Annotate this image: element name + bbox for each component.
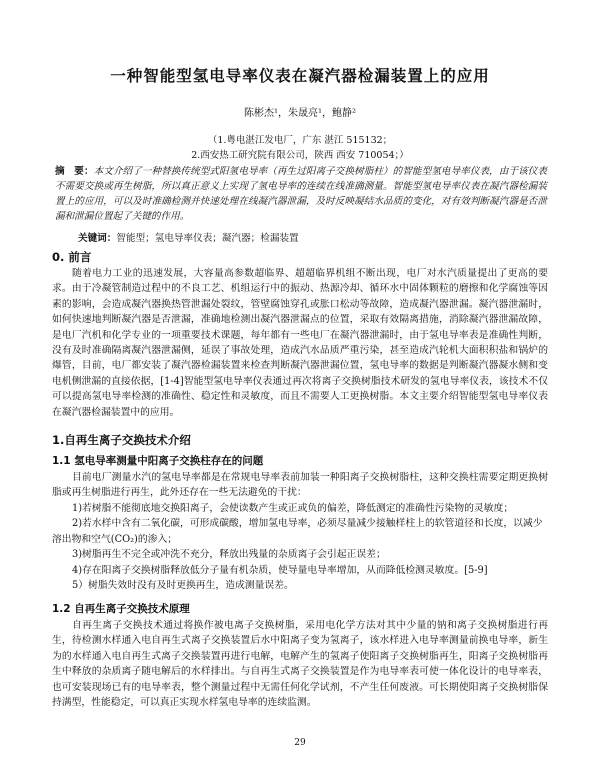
section-heading-preface: 0. 前言 <box>52 250 92 264</box>
abstract-text: 本文介绍了一种替换传统型式阳氢电导率（再生过阳离子交换树脂柱）的智能型氢电导率仪表，由于该仪表不需要交换或再生树脂，所以真正意义上实现了氢电导率的连续在线准确测量。智能型氢电导率仪表在凝汽器检漏装置上的应用，可以及时准确检测并快速处理在线凝汽器泄漏，及时反映凝结水品质的变化，对有效判断凝汽器是否泄漏和泄漏位置起了关键的作用。 <box>55 166 547 222</box>
list-item: 3)树脂再生不完全或冲洗不充分，释放出残量的杂质离子会引起正误差； <box>72 549 386 561</box>
section-heading-1: 1.自再生离子交换技术介绍 <box>52 433 191 447</box>
keywords-text: 智能型；氢电导率仪表；凝汽器；检漏装置 <box>116 233 299 244</box>
list-item: 2)若水样中含有二氧化碳，可形成碳酸，增加氢电导率，必须尽量减少接触样柱上的软管道径和长度，以减少溶出物和空气(CO₂)的渗入； <box>52 518 543 545</box>
section-1-2-body: 自再生离子交换技术通过将换作被电离子交换树脂，采用电化学方法对其中少量的钠和离子交换树脂进行再生，待检测水样通入电自再生式离子交换装置后水中阳离子变为氢离子，该水样进入电导率测量前换电导率，新生为的水样通入电自再生式离子交换装置再进行电解，电解产生的氢离子使阳离子交换树脂再生，阳离子交换树脂再生中释放的杂质离子随电解后的水样排出。与自再生式离子交换装置是作为电导率表可使一体化设计的电导率表，也可安装现场已有的电导率表，整个测量过程中无需任何化学试剂，不产生任何废液。可长期使阳离子交换树脂保持满型，性能稳定，可以真正实现水样氢电导率的连续监测。 <box>52 620 548 709</box>
author-list: 陈彬杰¹，朱晟亮¹，鲍静² <box>243 108 357 119</box>
abstract <box>55 164 547 224</box>
page-number: 29 <box>294 738 306 748</box>
paper-title: 一种智能型氢电导率仪表在凝汽器检漏装置上的应用 <box>110 67 490 85</box>
section-heading-1-1: 1.1 氢电导率测量中阳离子交换柱存在的问题 <box>52 455 264 467</box>
affiliation-2: 2.西安热工研究院有限公司，陕西 西安 710054；） <box>191 150 409 161</box>
section-heading-1-2: 1.2 自再生离子交换技术原理 <box>52 603 190 615</box>
list-item: 4)存在阳离子交换树脂释放低分子量有机杂质，使导量电导率增加，从而降低检测灵敏度。[5-9] <box>72 564 488 576</box>
abstract-label: 摘 要： <box>55 166 94 177</box>
affiliation-1: （1.粤电湛江发电厂，广东 湛江 515132； <box>207 135 393 146</box>
list-item: 5）树脂失效时没有及时更换再生，造成测量误差。 <box>72 580 294 592</box>
keywords-label: 关键词： <box>78 233 117 244</box>
section-preface-body: 随着电力工业的迅速发展，大容量高参数超临界、超超临界机组不断出现，电厂对水汽质量提出了更高的要求。由于冷凝管制造过程中的不良工艺、机组运行中的振动、热源冷却、循环水中固体颗粒的磨擦和化学腐蚀等因素的影响，会造成凝汽器换热管泄漏处裂纹，管壁腐蚀穿孔或胀口松动等故障，造成凝汽器泄漏。凝汽器泄漏时，如何快速地判断凝汽器是否泄漏，准确地检测出凝汽器泄漏点的位置，采取有效隔离措施，消除凝汽器泄漏故障，是电厂汽机和化学专业的一项重要技术课题，每年都有一些电厂在凝汽器泄漏时，由于氢电导率表是准确性判断，没有及时准确隔离凝汽器泄漏侧，延误了事故处理，造成汽水品质严重污染，甚至造成汽轮机大面积积盐和锅炉的爆管，目前，电厂都安装了凝汽器检漏装置来检查判断凝汽器泄漏位置，氢电导率的数据是判断凝汽器凝水侧和变电机侧泄漏的直接依据，[1-4]智能型氢电导率仪表通过再次将离子交换树脂技术研发的氢电导率仪表，该技术不仅可以提高氢电导率检测的准确性、稳定性和灵敏度，而且不需要人工更换树脂。本文主要介绍智能型氢电导率仪表在凝汽器检漏装置中的应用。 <box>52 268 548 418</box>
problem-list <box>52 501 548 593</box>
list-item: 1)若树脂不能彻底地交换阳离子，会使读数产生或正或负的偏差，降低测定的准确性污染物的灵敏度； <box>72 503 514 514</box>
section-1-1-body: 目前电厂测量水汽的氢电导率都是在常规电导率表前加装一种阳离子交换树脂柱，这种交换柱需要定期更换树脂或再生树脂进行再生，此外还存在一些无法避免的干扰： <box>52 472 548 499</box>
keywords <box>78 230 548 244</box>
